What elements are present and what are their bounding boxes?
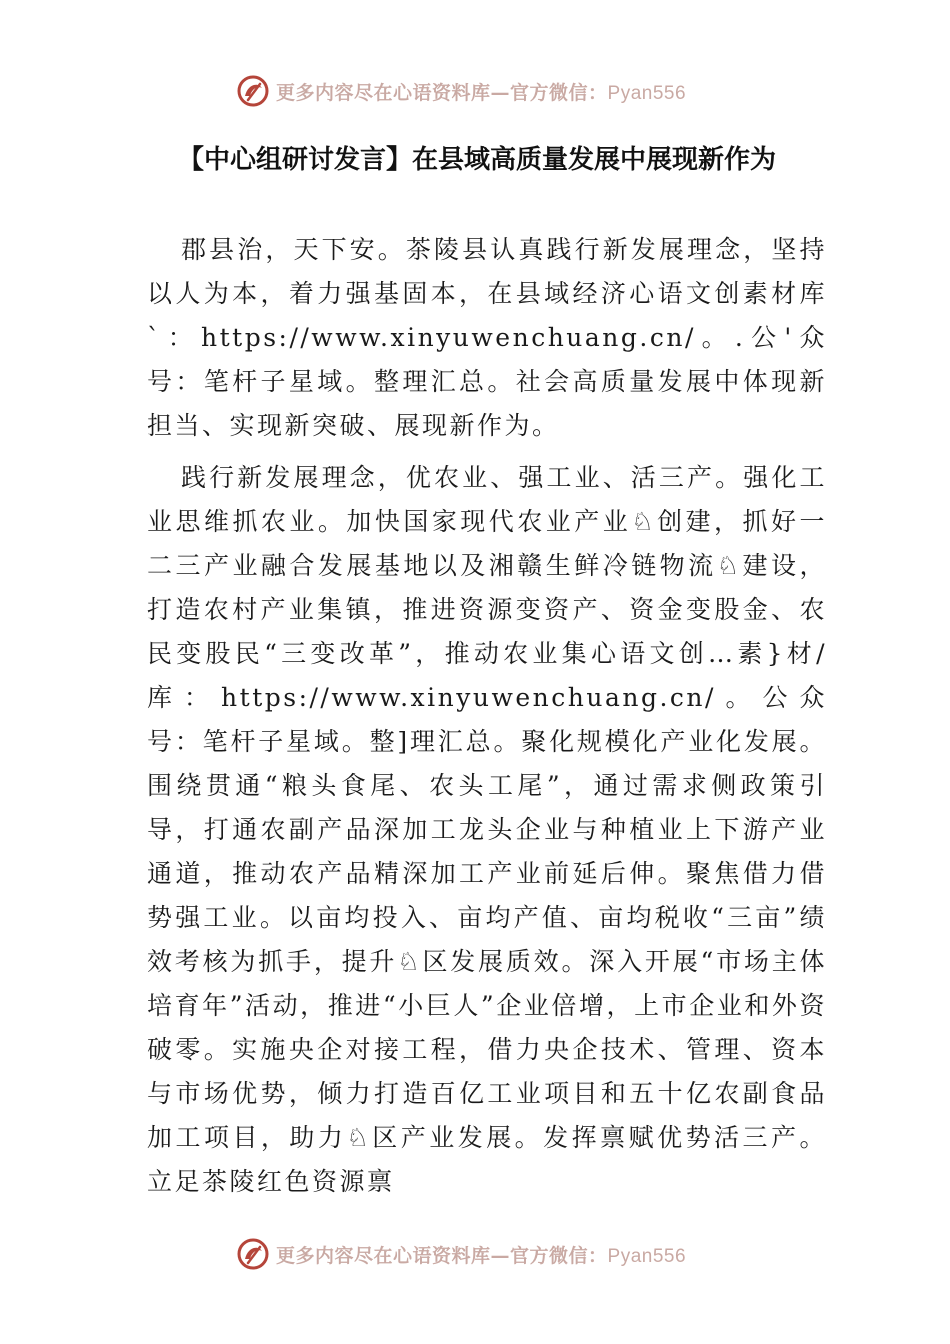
footer-banner: [236, 1236, 686, 1272]
footer-banner-text: 更多内容尽在心语资料库—官方微信：Pyan556: [276, 1244, 687, 1267]
paragraph-1: 郡县治，天下安。茶陵县认真践行新发展理念，坚持以人为本，着力强基固本，在县域经济心语文创素材库`：https://www.xinyuwenchuang.cn/。.公'众号：笔杆子星域。整理汇总。社会高质量发展中体现新担当、实现新突破、展现新作为。: [147, 235, 827, 440]
header-banner-text: 更多内容尽在心语资料库—官方微信：Pyan556: [276, 81, 687, 104]
header-banner: [236, 73, 686, 109]
wechat-id: Pyan556: [607, 82, 687, 104]
wechat-id: Pyan556: [607, 1245, 687, 1267]
swirl-logo-icon: [236, 1237, 270, 1271]
document-body: [147, 228, 827, 1212]
swirl-logo-icon: [236, 74, 270, 108]
document-title: 【中心组研讨发言】在县域高质量发展中展现新作为: [178, 145, 777, 175]
paragraph-2: 践行新发展理念，优农业、强工业、活三产。强化工业思维抓农业。加快国家现代农业产业♘创建，抓好一二三产业融合发展基地以及湘赣生鲜冷链物流♘建设，打造农村产业集镇，推进资源变资产、资金变股金、农民变股民“三变改革”，推动农业集心语文创…素}材/库：https://www.xinyuwenchuang.cn/。公众号：笔杆子星域。整]理汇总。聚化规模化产业化发展。围绕贯通“粮头食尾、农头工尾”，通过需求侧政策引导，打通农副产品深加工龙头企业与种植业上下游产业通道，推动农产品精深加工产业前延后伸。聚焦借力借势强工业。以亩均投入、亩均产值、亩均税收“三亩”绩效考核为抓手，提升♘区发展质效。深入开展“市场主体培育年”活动，推进“小巨人”企业倍增，上市企业和外资破零。实施央企对接工程，借力央企技术、管理、资本与市场优势，倾力打造百亿工业项目和五十亿农副食品加工项目，助力♘区产业发展。发挥禀赋优势活三产。立足茶陵红色资源禀: [147, 463, 827, 1196]
